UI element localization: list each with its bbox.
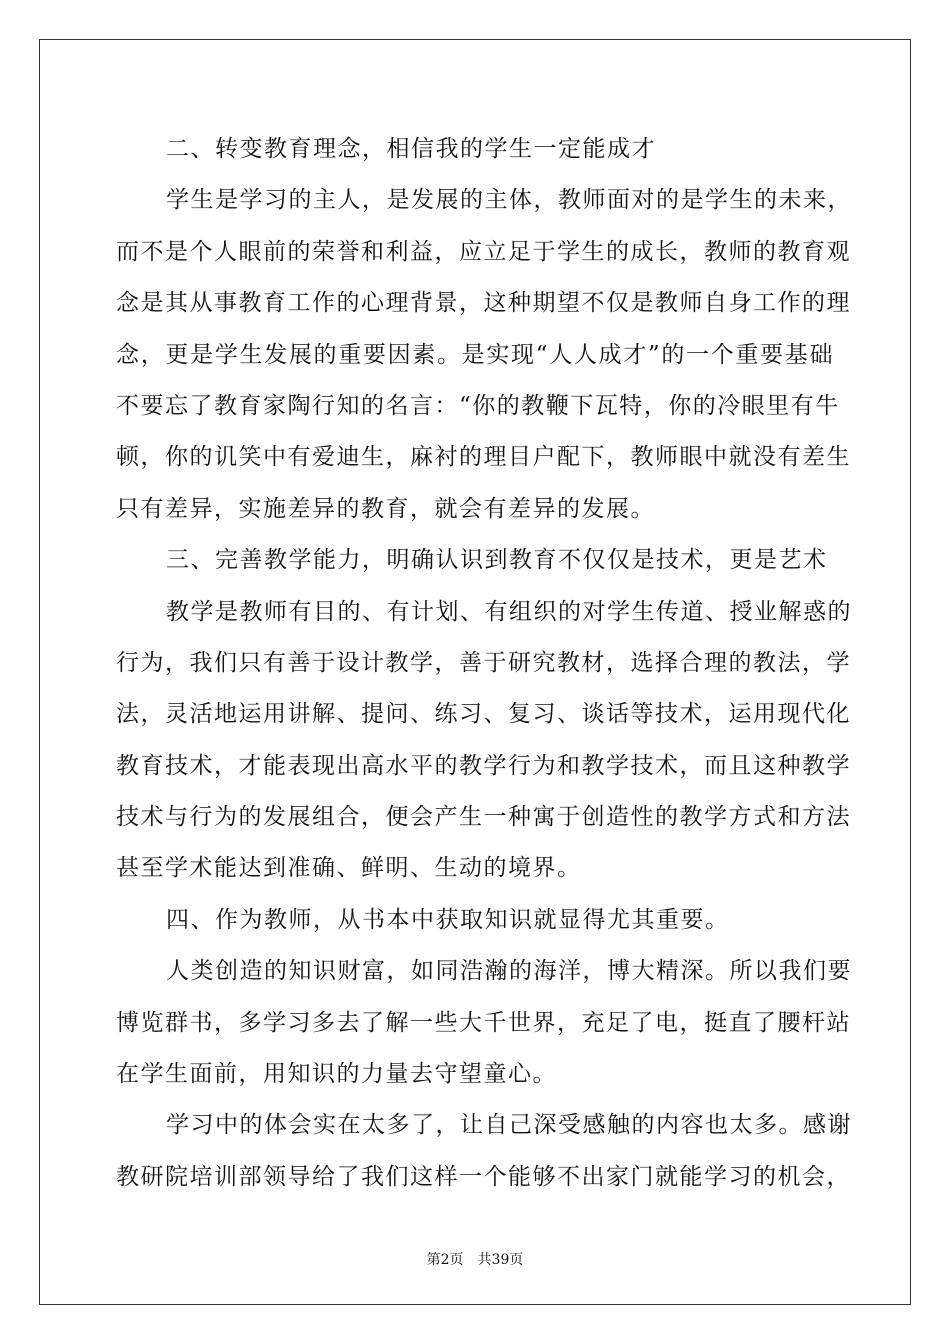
- total-pages-label: 共39页: [477, 1252, 524, 1268]
- text-line: 学生是学习的主人，是发展的主体，教师面对的是学生的未来，: [166, 187, 852, 214]
- text-line: 念是其从事教育工作的心理背景，这种期望不仅是教师自身工作的理: [116, 290, 851, 317]
- text-line: 三、完善教学能力，明确认识到教育不仅仅是技术，更是艺术: [166, 547, 828, 574]
- text-line: 教育技术，才能表现出高水平的教学行为和教学技术，而且这种教学: [116, 752, 851, 779]
- text-line: 二、转变教育理念，相信我的学生一定能成才: [166, 136, 656, 162]
- page-footer: [0, 1249, 950, 1269]
- text-line: 人类创造的知识财富，如同浩瀚的海洋，博大精深。所以我们要: [166, 958, 852, 985]
- text-line: 只有差异，实施差异的教育，就会有差异的发展。: [116, 495, 655, 522]
- text-line: 教学是教师有目的、有计划、有组织的对学生传道、授业解惑的: [166, 598, 852, 625]
- text-line: 不要忘了教育家陶行知的名言：“你的教鞭下瓦特，你的冷眼里有牛: [116, 392, 840, 419]
- text-line: 行为，我们只有善于设计教学，善于研究教材，选择合理的教法，学: [116, 649, 851, 676]
- text-line: 四、作为教师，从书本中获取知识就显得尤其重要。: [166, 906, 730, 933]
- text-line: 在学生面前，用知识的力量去守望童心。: [116, 1061, 557, 1088]
- text-line: 博览群书，多学习多去了解一些大千世界，充足了电，挺直了腰杆站: [116, 1009, 851, 1036]
- text-line: 念，更是学生发展的重要因素。是实现“人人成才”的一个重要基础: [116, 341, 834, 368]
- text-line: 教研院培训部领导给了我们这样一个能够不出家门就能学习的机会，: [116, 1163, 851, 1190]
- text-line: 学习中的体会实在太多了，让自己深受感触的内容也太多。感谢: [166, 1112, 852, 1139]
- text-line: 法，灵活地运用讲解、提问、练习、复习、谈话等技术，运用现代化: [116, 701, 851, 728]
- text-line: 顿，你的讥笑中有爱迪生，麻衬的理目户配下，教师眼中就没有差生: [116, 444, 851, 471]
- current-page-label: 第2页: [426, 1252, 464, 1268]
- text-line: 而不是个人眼前的荣誉和利益，应立足于学生的成长，教师的教育观: [116, 238, 851, 265]
- text-line: 甚至学术能达到准确、鲜明、生动的境界。: [116, 855, 582, 882]
- text-line: 技术与行为的发展组合，便会产生一种寓于创造性的教学方式和方法: [116, 804, 851, 831]
- document-body: [116, 124, 852, 1203]
